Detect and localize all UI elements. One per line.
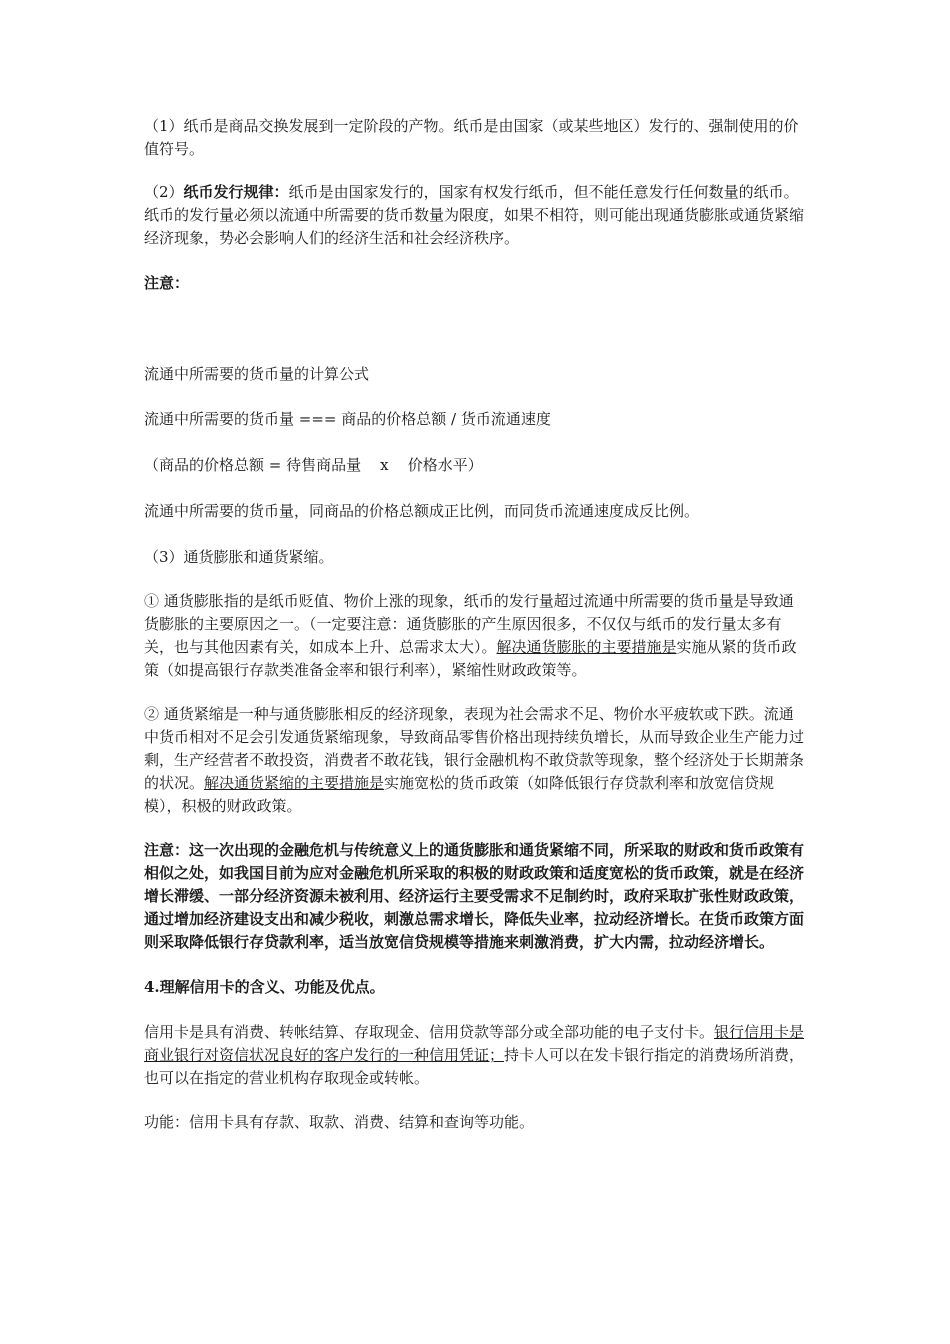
deflation-measures-tail: 实施宽松的货币政策（如降低银行存贷款利率和放宽信贷规模），积极的财政政策。 <box>144 774 775 815</box>
credit-card-functions: 功能：信用卡具有存款、取款、消费、结算和查询等功能。 <box>144 1113 535 1131</box>
deflation-text: ② 通货紧缩是一种与通货膨胀相反的经济现象，表现为社会需求不足、物价水平疲软或下跌。流通中货币相对不足会引发通货紧缩现象，导致商品零售价格出现持续负增长，从而导致企业生产能力过剩，生产经营者不敢投资，消费者不敢花钱，银行金融机构不敢贷款等现象，整个经济处于长期萧条的状况。 <box>144 705 805 792</box>
note-heading: 注意： <box>144 274 190 292</box>
paragraph-credit-card <box>144 1021 808 1090</box>
issuance-rule-heading: 纸币发行规律： <box>183 183 289 201</box>
note-financial-crisis: 注意：这一次出现的金融危机与传统意义上的通货膨胀和通货紧缩不同，所采取的财政和货币政策有相似之处，如我国目前为应对金融危机所采取的积极的财政政策和适度宽松的货币政策，就是在经济增长滞缓、一部分经济资源未被利用、经济运行主要受需求不足制约时，政府采取扩张性财政政策，通过增加经济建设支出和减少税收，刺激总需求增长，降低失业率，拉动经济增长。在货币政策方面则采取降低银行存贷款利率，适当放宽信贷规模等措施来刺激消费，扩大内需，拉动经济增长。 <box>144 841 805 951</box>
formula-title: 流通中所需要的货币量的计算公式 <box>144 365 370 383</box>
section-credit-card: 4.理解信用卡的含义、功能及优点。 <box>144 978 385 996</box>
document-page <box>144 115 808 1134</box>
inflation-measures-tail: 实施从紧的货币政策（如提高银行存款类准备金率和银行利率），紧缩性财政政策等。 <box>144 638 797 679</box>
inflation-measures-underlined: 解决通货膨胀的主要措施是 <box>496 638 677 656</box>
issuance-rule-body: 纸币是由国家发行的，国家有权发行纸币，但不能任意发行任何数量的纸币。纸币的发行量必须以流通中所需要的货币数量为限度，如果不相符，则可能出现通货膨胀或通货紧缩经济现象，势必会影响人们的经济生活和社会经济秩序。 <box>144 183 805 247</box>
credit-card-tail: 持卡人可以在发卡银行指定的消费场所消费，也可以在指定的营业机构存取现金或转帐。 <box>144 1046 805 1087</box>
paragraph-issuance-rule <box>144 181 808 250</box>
paragraph-inflation <box>144 590 808 682</box>
inflation-text: ① 通货膨胀指的是纸币贬值、物价上涨的现象，纸币的发行量超过流通中所需要的货币量是导致通货膨胀的主要原因之一。（一定要注意：通货膨胀的产生原因很多，不仅仅与纸币的发行量太多有关，也与其他因素有关，如成本上升、总需求太大）。 <box>144 592 794 656</box>
formula-price-total: （商品的价格总额 = 待售商品量 x 价格水平） <box>144 456 483 474</box>
paragraph-deflation <box>144 703 808 818</box>
credit-card-text: 信用卡是具有消费、转帐结算、存取现金、信用贷款等部分或全部功能的电子支付卡。 <box>144 1023 715 1041</box>
formula-money-needed: 流通中所需要的货币量 === 商品的价格总额 / 货币流通速度 <box>144 410 551 428</box>
credit-card-definition-underlined: 银行信用卡是商业银行对资信状况良好的客户发行的一种信用凭证； <box>144 1023 805 1064</box>
proportion-statement: 流通中所需要的货币量，同商品的价格总额成正比例，而同货币流通速度成反比例。 <box>144 502 700 520</box>
section-inflation-deflation: （3）通货膨胀和通货紧缩。 <box>144 548 334 566</box>
issuance-rule-lead: （2） <box>144 183 184 201</box>
paragraph-paper-money-definition: （1）纸币是商品交换发展到一定阶段的产物。纸币是由国家（或某些地区）发行的、强制使用的价值符号。 <box>144 117 799 158</box>
deflation-measures-underlined: 解决通货紧缩的主要措施是 <box>204 774 385 792</box>
